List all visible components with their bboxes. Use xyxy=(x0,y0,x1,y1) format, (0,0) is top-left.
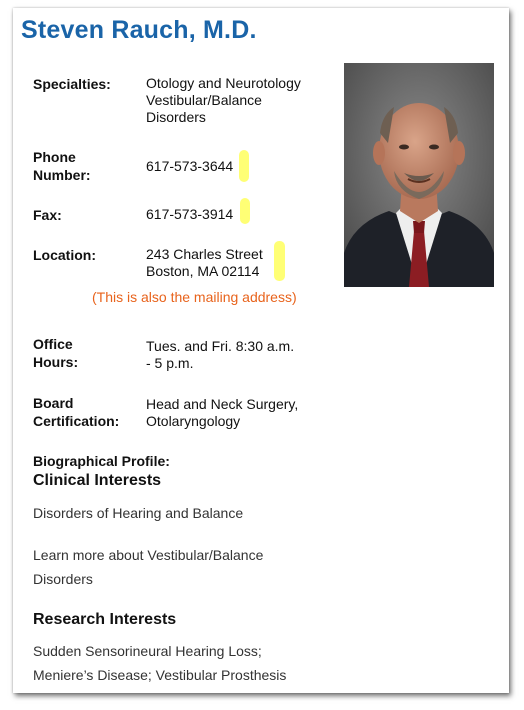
office-hours-line: - 5 p.m. xyxy=(146,355,194,371)
specialties-line: Vestibular/Balance xyxy=(146,92,262,108)
address-line: 243 Charles Street xyxy=(146,246,263,262)
profile-card xyxy=(13,8,509,693)
office-hours-label-line: Office xyxy=(33,336,73,352)
board-certification-line: Head and Neck Surgery, xyxy=(146,396,299,412)
phone-value[interactable]: 617-573-3644 xyxy=(146,158,234,174)
board-certification-value xyxy=(146,396,336,430)
specialties-line: Otology and Neurotology xyxy=(146,75,301,91)
address-line: Boston, MA 02114 xyxy=(146,263,260,279)
office-hours-label xyxy=(33,335,133,371)
clinical-interests-text: Disorders of Hearing and Balance xyxy=(33,505,244,521)
board-certification-label xyxy=(33,394,133,430)
biographical-profile-heading: Biographical Profile: xyxy=(33,453,170,469)
fax-label: Fax: xyxy=(33,207,62,223)
research-line: Sudden Sensorineural Hearing Loss; xyxy=(33,643,262,659)
clinical-interests-heading: Clinical Interests xyxy=(33,472,162,489)
location-label: Location: xyxy=(33,247,96,263)
phone-label-line: Number: xyxy=(33,167,91,183)
office-hours-value xyxy=(146,338,336,372)
phone-label xyxy=(33,148,133,184)
vestibular-learn-more-link[interactable] xyxy=(33,543,333,591)
specialties-line: Disorders xyxy=(146,109,206,125)
phone-label-line: Phone xyxy=(33,149,76,165)
link-line[interactable]: Learn more about Vestibular/Balance xyxy=(33,547,264,563)
fax-value: 617-573-3914 xyxy=(146,206,234,222)
mailing-address-note: (This is also the mailing address) xyxy=(92,289,297,305)
office-hours-line: Tues. and Fri. 8:30 a.m. xyxy=(146,338,295,354)
location-highlight-mark xyxy=(274,241,285,281)
doctor-name: Steven Rauch, M.D. xyxy=(21,16,257,44)
fax-highlight-mark xyxy=(240,198,250,224)
doctor-photo xyxy=(344,63,494,287)
research-line: Meniere’s Disease; Vestibular Prosthesis xyxy=(33,667,287,683)
specialties-value xyxy=(146,75,336,126)
location-value xyxy=(146,246,336,280)
phone-highlight-mark xyxy=(239,150,249,182)
board-certification-line: Otolaryngology xyxy=(146,413,241,429)
office-hours-label-line: Hours: xyxy=(33,354,79,370)
research-interests-text xyxy=(33,639,333,687)
specialties-label: Specialties: xyxy=(33,76,111,92)
research-interests-heading: Research Interests xyxy=(33,611,177,628)
board-certification-label-line: Certification: xyxy=(33,413,120,429)
board-certification-label-line: Board xyxy=(33,395,74,411)
link-line[interactable]: Disorders xyxy=(33,571,93,587)
